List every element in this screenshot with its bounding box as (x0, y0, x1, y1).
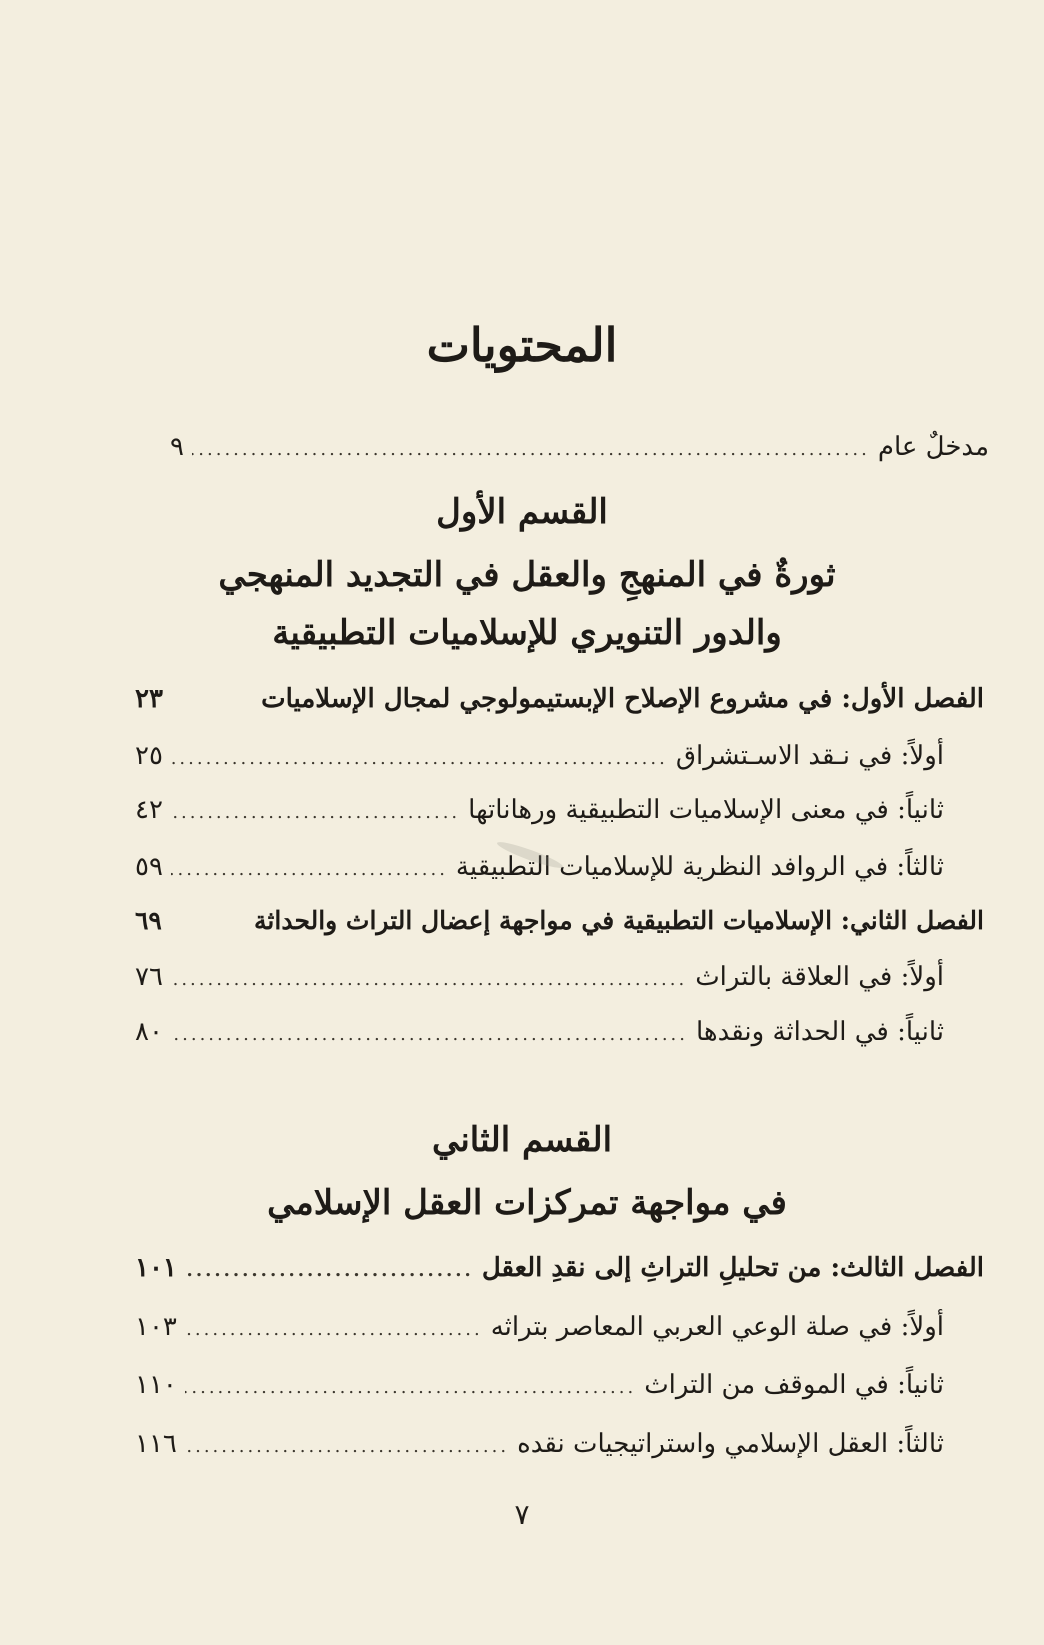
toc-entry-intro (170, 432, 989, 462)
chapter-label: الفصل الثاني: الإسلاميات التطبيقية في مواجهة إعضال التراث والحداثة (254, 906, 984, 935)
toc-section (135, 1370, 944, 1400)
part-heading: القسم الأول (436, 492, 608, 532)
section-page: ٨٠ (135, 1017, 163, 1047)
toc-section (135, 962, 944, 992)
dot-leader (171, 802, 460, 823)
section-label: أولاً: في صلة الوعي العربي المعاصر بتراثه (490, 1312, 944, 1342)
part-heading: القسم الثاني (431, 1120, 613, 1160)
toc-section (135, 1312, 944, 1342)
entry-label: مدخلٌ عام (877, 432, 989, 462)
section-label: ثالثاً: في الروافد النظرية للإسلاميات التطبيقية (455, 852, 944, 882)
chapter-page: ١٠١ (135, 1253, 177, 1283)
section-page: ١٠٣ (135, 1312, 177, 1342)
part-subtitle: ثورةٌ في المنهجِ والعقل في التجديد المنهجي (218, 555, 836, 595)
chapter-label: الفصل الأول: في مشروع الإصلاح الإبستيمولوجي لمجال الإسلاميات (261, 684, 984, 714)
section-page: ٢٥ (135, 741, 163, 771)
section-page: ٥٩ (135, 852, 163, 882)
chapter-page: ٢٣ (135, 684, 163, 714)
dot-leader (171, 859, 448, 880)
chapter-label: الفصل الثالث: من تحليلِ التراثِ إلى نقدِ العقل (481, 1253, 984, 1283)
dot-leader (171, 969, 687, 990)
dot-leader (185, 1377, 636, 1398)
toc-chapter (135, 684, 984, 714)
section-label: ثانياً: في معنى الإسلاميات التطبيقية ورهاناتها (468, 795, 944, 825)
section-page: ١١٦ (135, 1429, 177, 1459)
section-page: ١١٠ (135, 1370, 177, 1400)
dot-leader (171, 748, 668, 769)
page-number: ٧ (514, 1498, 530, 1531)
entry-page: ٩ (170, 432, 184, 462)
section-label: ثالثاً: العقل الإسلامي واستراتيجيات نقده (517, 1429, 944, 1459)
section-label: أولاً: في العلاقة بالتراث (695, 962, 944, 992)
toc-section (135, 1429, 944, 1459)
section-label: ثانياً: في الحداثة ونقدها (695, 1017, 944, 1047)
toc-chapter (135, 906, 984, 935)
section-page: ٤٢ (135, 795, 163, 825)
dot-leader (185, 1319, 483, 1340)
toc-section (135, 741, 944, 771)
dot-leader (185, 1436, 509, 1457)
dot-leader (192, 439, 870, 460)
part-subtitle: والدور التنويري للإسلاميات التطبيقية (272, 613, 782, 653)
toc-section (135, 795, 944, 825)
dot-leader (185, 1260, 474, 1281)
dot-leader (171, 1024, 688, 1045)
page-title: المحتويات (426, 318, 618, 372)
toc-chapter (135, 1253, 984, 1283)
section-page: ٧٦ (135, 962, 163, 992)
chapter-page: ٦٩ (135, 906, 162, 935)
part-subtitle: في مواجهة تمركزات العقل الإسلامي (267, 1183, 787, 1223)
toc-section (135, 1017, 944, 1047)
section-label: أولاً: في نـقد الاسـتشراق (675, 741, 944, 771)
section-label: ثانياً: في الموقف من التراث (644, 1370, 944, 1400)
